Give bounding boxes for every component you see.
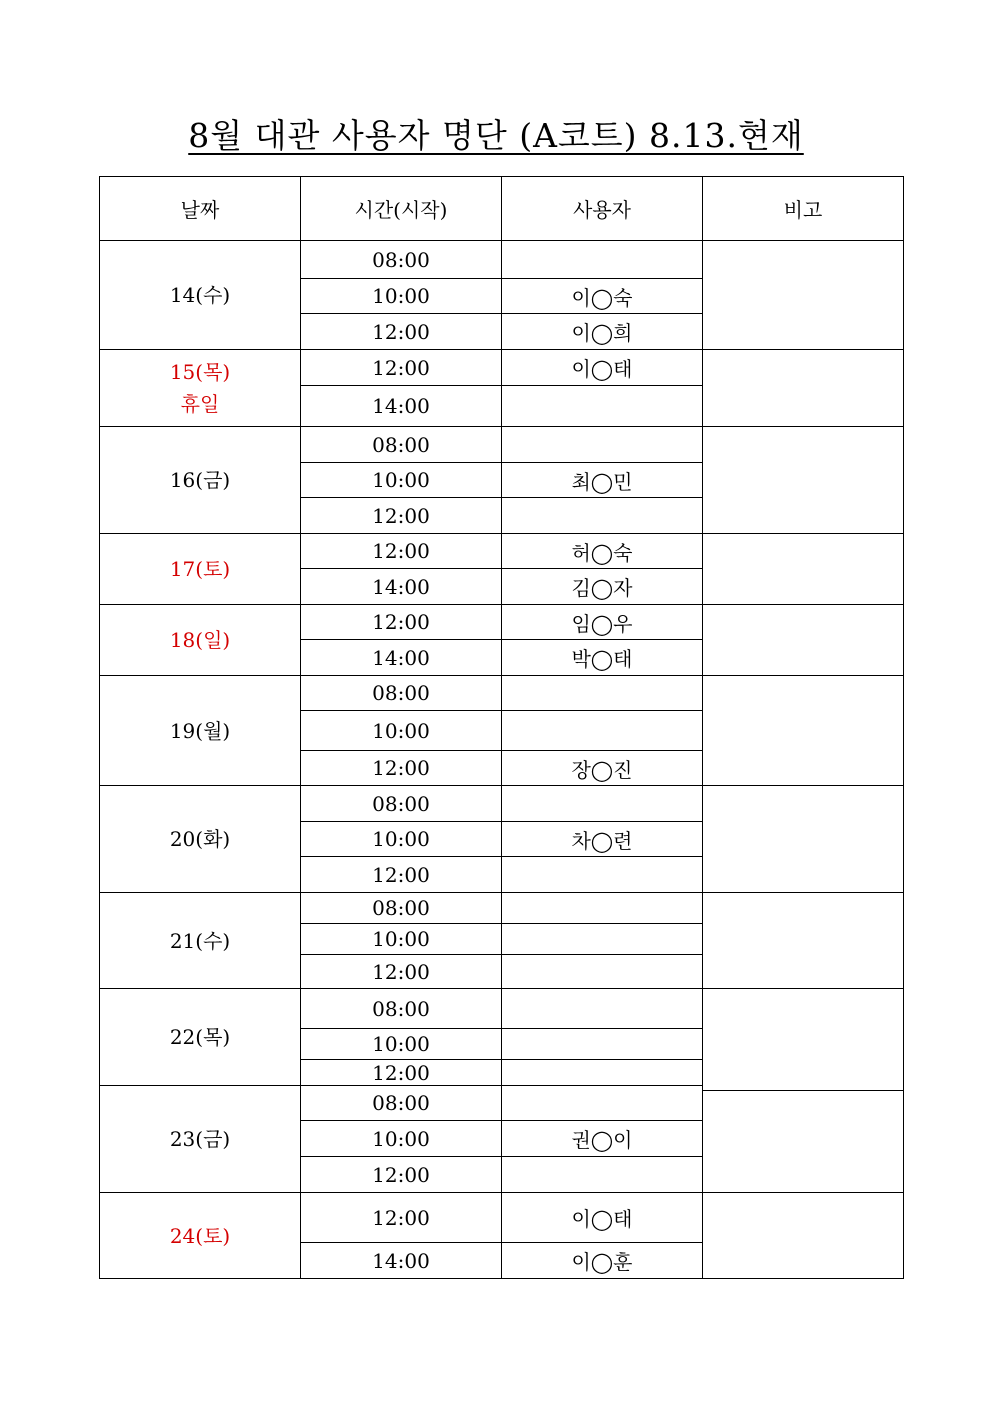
time-cell: 12:00 (300, 497, 501, 533)
date-label: 18(일) (169, 628, 231, 652)
time-cell: 12:00 (300, 604, 501, 639)
date-cell (99, 240, 300, 349)
date-label: 19(월) (169, 718, 231, 743)
time-cell: 12:00 (300, 349, 501, 385)
date-label: 16(금) (169, 468, 231, 492)
user-cell: 차◯련 (501, 821, 702, 856)
header-note: 비고 (702, 176, 904, 240)
note-cell (702, 785, 904, 892)
header-user: 사용자 (501, 176, 702, 240)
time-cell: 12:00 (300, 750, 501, 785)
date-cell (99, 1085, 300, 1192)
time-cell: 12:00 (300, 313, 501, 349)
user-cell: 최◯민 (501, 462, 702, 497)
user-cell: 장◯진 (501, 750, 702, 785)
user-cell: 이◯숙 (501, 278, 702, 313)
note-cell (702, 675, 904, 785)
time-cell: 12:00 (300, 533, 501, 568)
user-cell: 김◯자 (501, 568, 702, 604)
user-cell (501, 426, 702, 462)
header-date: 날짜 (99, 176, 300, 240)
time-cell: 12:00 (300, 856, 501, 892)
time-cell: 10:00 (300, 923, 501, 954)
user-cell: 권◯이 (501, 1120, 702, 1156)
note-cell (702, 1090, 904, 1192)
date-cell (99, 1192, 300, 1279)
user-cell: 이◯태 (501, 349, 702, 385)
user-cell (501, 1059, 702, 1085)
user-cell: 이◯희 (501, 313, 702, 349)
note-cell (702, 426, 904, 533)
user-cell (501, 954, 702, 988)
date-label: 22(목) (169, 1025, 231, 1049)
user-cell (501, 1028, 702, 1059)
date-cell (99, 785, 300, 892)
user-cell (501, 1156, 702, 1192)
time-cell: 08:00 (300, 675, 501, 710)
date-label: 21(수) (169, 928, 231, 953)
user-cell (501, 240, 702, 278)
time-cell: 10:00 (300, 462, 501, 497)
note-cell (702, 988, 904, 1090)
user-cell (501, 856, 702, 892)
time-cell: 12:00 (300, 954, 501, 988)
time-cell: 08:00 (300, 988, 501, 1028)
time-cell: 08:00 (300, 1085, 501, 1120)
user-cell: 허◯숙 (501, 533, 702, 568)
date-cell (99, 675, 300, 785)
date-cell (99, 349, 300, 426)
time-cell: 14:00 (300, 568, 501, 604)
date-label: 20(화) (169, 827, 231, 851)
note-cell (702, 892, 904, 988)
time-cell: 08:00 (300, 785, 501, 821)
user-cell (501, 385, 702, 426)
date-cell (99, 892, 300, 988)
note-cell (702, 349, 904, 426)
date-label: 14(수) (169, 283, 231, 307)
user-cell: 임◯우 (501, 604, 702, 639)
time-cell: 14:00 (300, 385, 501, 426)
user-cell (501, 892, 702, 923)
time-cell: 12:00 (300, 1059, 501, 1085)
time-cell: 10:00 (300, 278, 501, 313)
time-cell: 10:00 (300, 1120, 501, 1156)
user-cell (501, 497, 702, 533)
time-cell: 10:00 (300, 710, 501, 750)
date-cell (99, 604, 300, 675)
date-cell (99, 988, 300, 1085)
time-cell: 12:00 (300, 1192, 501, 1242)
time-cell: 14:00 (300, 639, 501, 675)
date-cell (99, 426, 300, 533)
date-label: 23(금) (169, 1127, 231, 1151)
user-cell (501, 785, 702, 821)
time-cell: 14:00 (300, 1242, 501, 1279)
user-cell (501, 988, 702, 1028)
schedule-table (99, 176, 904, 1279)
header-time: 시간(시작) (300, 176, 501, 240)
note-cell (702, 604, 904, 675)
user-cell: 이◯훈 (501, 1242, 702, 1279)
page-title: 8월 대관 사용자 명단 (A코트) 8.13.현재 (188, 116, 804, 155)
date-cell (99, 533, 300, 604)
time-cell: 10:00 (300, 1028, 501, 1059)
note-cell (702, 533, 904, 604)
time-cell: 12:00 (300, 1156, 501, 1192)
date-label: 15(목) 휴일 (169, 360, 231, 416)
user-cell (501, 710, 702, 750)
user-cell (501, 675, 702, 710)
user-cell: 이◯태 (501, 1192, 702, 1242)
date-label: 24(토) (169, 1223, 231, 1248)
user-cell: 박◯태 (501, 639, 702, 675)
time-cell: 10:00 (300, 821, 501, 856)
user-cell (501, 923, 702, 954)
time-cell: 08:00 (300, 426, 501, 462)
note-cell (702, 240, 904, 349)
note-cell (702, 1192, 904, 1279)
time-cell: 08:00 (300, 892, 501, 923)
date-label: 17(토) (169, 557, 231, 581)
user-cell (501, 1085, 702, 1120)
time-cell: 08:00 (300, 240, 501, 278)
